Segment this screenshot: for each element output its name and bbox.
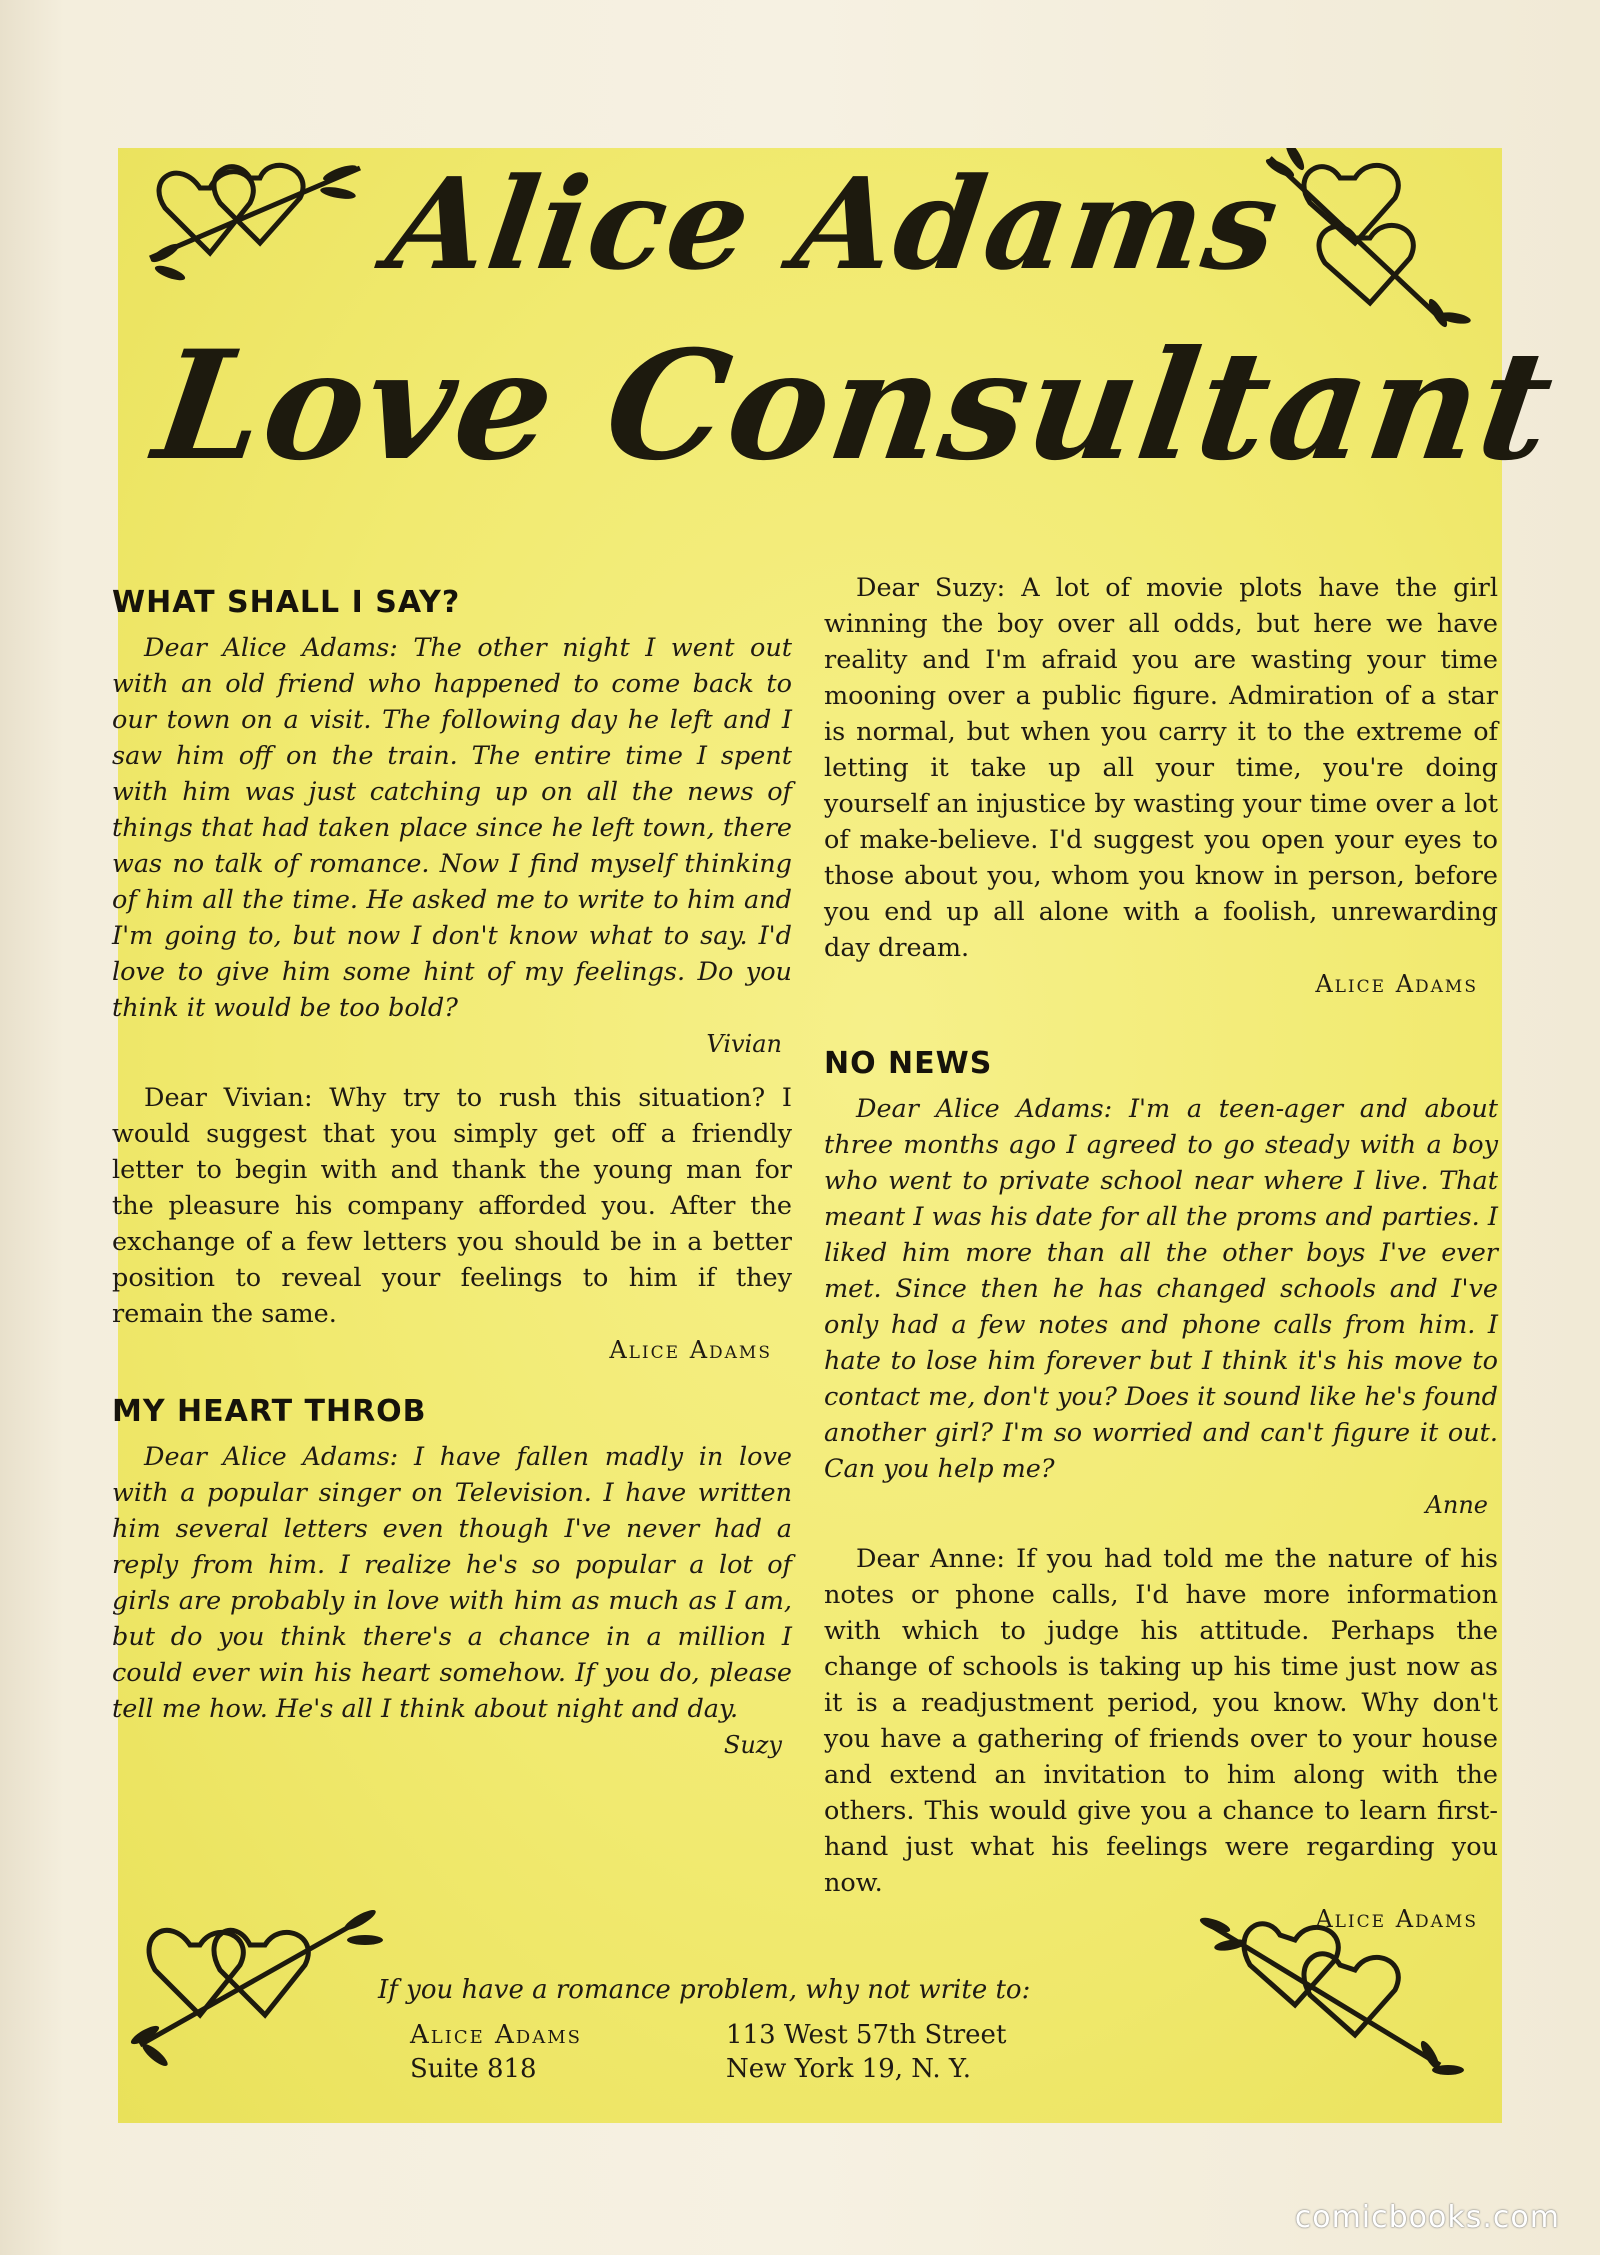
heart-pair-icon xyxy=(1260,148,1500,338)
reader-letter: Dear Alice Adams: I'm a teen-ager and about three months ago I agreed to go steady with a boy who went to private school near where I live. That meant I was his date for all the proms and parties. I liked him more than all the other boys I've ever met. Since then he has changed schools and I've only had a few notes and phone calls from him. I hate to lose him forever but I think it's his move to contact me, don't you? Does it sound like he's found another girl? I'm so worried and can't figure it out. Can you help me? xyxy=(824,1094,1498,1484)
consultant-reply: Dear Vivian: Why try to rush this situation? I would suggest that you simply get off a friendly letter to begin with and thank the young man for the pleasure his company afforded you. After the exchange of a few letters you should be in a better position to reveal your feelings to him if they remain the same. xyxy=(112,1083,792,1329)
reader-letter: Dear Alice Adams: I have fallen madly in love with a popular singer on Television. I have written him several letters even though I've never had a reply from him. I realize he's so popular a lot of girls are probably in love with him as much as I am, but do you think there's a chance in a million I could ever win his heart somehow. If you do, please tell me how. He's all I think about night and day. xyxy=(112,1442,792,1724)
heart-pair-icon xyxy=(120,1895,400,2075)
reader-letter: Dear Alice Adams: The other night I went out with an old friend who happened to come back to our town on a visit. The following day he left and I saw him off on the train. The entire time I spent with him was just catching up on all the news of things that had taken place since he left town, there was no talk of romance. Now I find myself thinking of him all the time. He asked me to write to him and I'm going to, but now I don't know what to say. I'd love to give him some hint of my feelings. Do you think it would be too bold? xyxy=(112,633,792,1023)
reply-signature: Alice Adams xyxy=(1315,970,1478,998)
letter-signature: Anne xyxy=(1425,1491,1488,1519)
address-city: New York 19, N. Y. xyxy=(726,2054,971,2084)
consultant-reply: Dear Suzy: A lot of movie plots have the girl winning the boy over all odds, but here we have reality and I'm afraid you are wasting your time mooning over a public figure. Admiration of a star is normal, but when you carry it to the extreme of letting it take up all your time, you're doing yourself an injustice by wasting your time over a lot of make-believe. I'd suggest you open your eyes to those about you, whom you know in person, before you end up all alone with a foolish, unrewarding day dream. xyxy=(824,573,1498,963)
section-heading: NO NEWS xyxy=(824,1046,993,1081)
address-street-block xyxy=(726,2018,1006,2086)
left-column xyxy=(112,585,792,1763)
title-line-2: Love Consultant xyxy=(145,318,1565,494)
address-suite: Suite 818 xyxy=(410,2054,537,2084)
section-heading: MY HEART THROB xyxy=(112,1394,427,1429)
right-column xyxy=(824,570,1498,1937)
letter-signature: Suzy xyxy=(723,1731,782,1759)
heart-pair-icon xyxy=(140,148,380,298)
title-line-1: Alice Adams xyxy=(379,150,1289,298)
consultant-reply: Dear Anne: If you had told me the nature of his notes or phone calls, I'd have more information with which to judge his attitude. Perhaps the change of schools is taking up his time just now as it is a readjustment period, you know. Why don't you have a gathering of friends over to your house and extend an invitation to him along with the others. This would give you a chance to learn first-hand just what his feelings were regarding you now. xyxy=(824,1544,1498,1898)
address-name: Alice Adams xyxy=(410,2020,582,2050)
section-heading: WHAT SHALL I SAY? xyxy=(112,585,461,620)
footer-prompt: If you have a romance problem, why not write to: xyxy=(378,1975,1031,2005)
letter-signature: Vivian xyxy=(706,1030,782,1058)
address-street: 113 West 57th Street xyxy=(726,2020,1007,2050)
reply-signature: Alice Adams xyxy=(609,1336,772,1364)
watermark: comicbooks.com xyxy=(1294,2200,1560,2235)
reply-signature: Alice Adams xyxy=(1315,1905,1478,1933)
address-name-block xyxy=(410,2018,582,2086)
